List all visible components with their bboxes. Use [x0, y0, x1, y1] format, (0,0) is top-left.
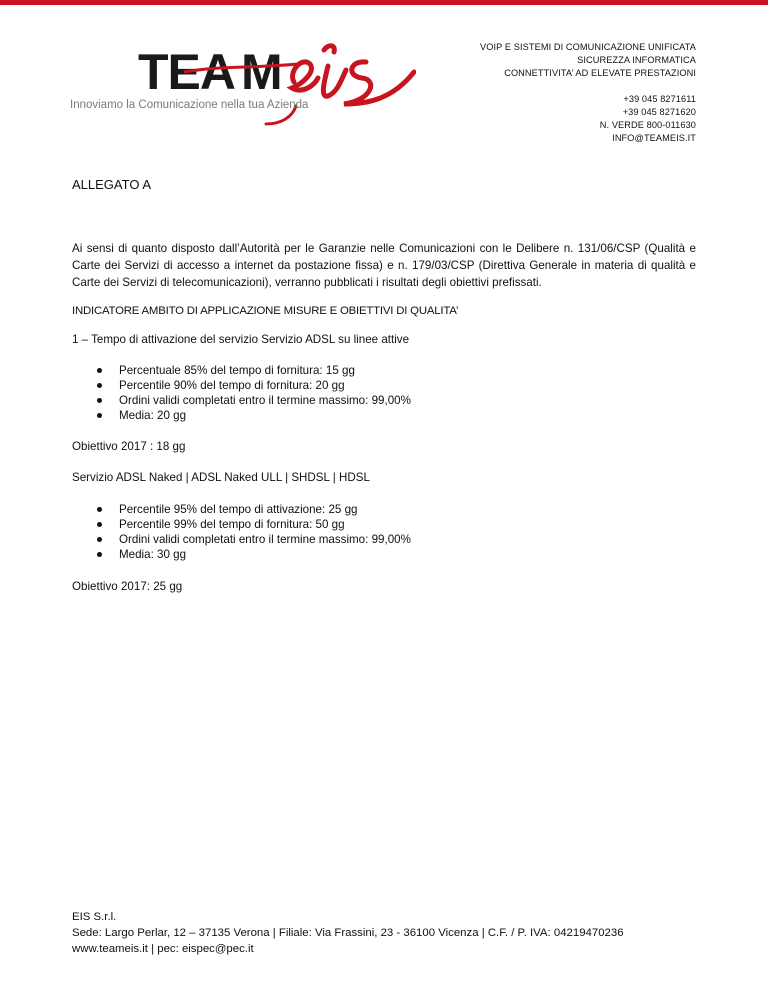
bullet-icon: [97, 413, 102, 418]
section-2-bullet-list: [97, 502, 411, 562]
bullet-icon: [97, 383, 102, 388]
list-item: [97, 532, 411, 547]
logo-script-graphic: [66, 42, 416, 132]
header-info: [480, 41, 696, 145]
list-item: [97, 378, 411, 393]
list-item-text: Percentile 99% del tempo di fornitura: 50 gg: [119, 518, 345, 531]
page-footer: [72, 909, 624, 957]
indicator-heading: INDICATORE AMBITO DI APPLICAZIONE MISURE E OBIETTIVI DI QUALITA’: [72, 305, 459, 317]
intro-paragraph: Ai sensi di quanto disposto dall’Autorità per le Garanzie nelle Comunicazioni con le Delibere n. 131/06/CSP (Qualità e Carte dei Servizi di accesso a internet da postazione fissa) e n. 179/03/CSP (Direttiva Generale in materia di qualità e Carte dei Servizi di telecomunicazioni), verranno pubblicati i risultati degli obiettivi prefissati.: [72, 242, 696, 289]
list-item-text: Ordini validi completati entro il termine massimo: 99,00%: [119, 533, 411, 546]
list-item: [97, 408, 411, 423]
list-item: [97, 517, 411, 532]
section-1-goal: Obiettivo 2017 : 18 gg: [72, 440, 186, 453]
service-line: SICUREZZA INFORMATICA: [577, 55, 696, 66]
list-item-text: Percentile 95% del tempo di attivazione: 25 gg: [119, 503, 358, 516]
list-item: [97, 393, 411, 408]
toll-free-number: N. VERDE 800-011630: [599, 120, 696, 131]
list-item: [97, 547, 411, 562]
document-title: ALLEGATO A: [72, 177, 152, 192]
list-item-text: Percentuale 85% del tempo di fornitura: 15 gg: [119, 364, 355, 377]
list-item-text: Media: 30 gg: [119, 548, 187, 561]
list-item-text: Percentile 90% del tempo di fornitura: 20 gg: [119, 379, 345, 392]
service-line: CONNETTIVITA’ AD ELEVATE PRESTAZIONI: [504, 68, 696, 79]
footer-company: EIS S.r.l.: [72, 911, 117, 923]
svg-text:TEA: TEA: [138, 44, 235, 100]
logo-tagline: Innoviamo la Comunicazione nella tua Azienda: [70, 99, 309, 111]
bullet-icon: [97, 398, 102, 403]
list-item-text: Media: 20 gg: [119, 409, 187, 422]
bullet-icon: [97, 537, 102, 542]
top-accent-bar: [0, 0, 768, 5]
list-item: [97, 502, 411, 517]
phone-number: +39 045 8271611: [623, 93, 696, 104]
footer-address: Sede: Largo Perlar, 12 – 37135 Verona | Filiale: Via Frassini, 23 - 36100 Vicenza | C.F. / P. IVA: 04219470236: [72, 927, 624, 939]
bullet-icon: [97, 522, 102, 527]
email-address: INFO@TEAMEIS.IT: [612, 133, 696, 144]
services-list: [480, 41, 696, 81]
company-logo: [66, 42, 416, 132]
section-2-goal: Obiettivo 2017: 25 gg: [72, 580, 183, 593]
svg-text:M: M: [241, 44, 283, 100]
contacts-list: [480, 93, 696, 146]
section-2-title: Servizio ADSL Naked | ADSL Naked ULL | SHDSL | HDSL: [72, 471, 370, 484]
list-item-text: Ordini validi completati entro il termine massimo: 99,00%: [119, 394, 411, 407]
bullet-icon: [97, 552, 102, 557]
service-line: VOIP E SISTEMI DI COMUNICAZIONE UNIFICATA: [480, 42, 696, 52]
list-item: [97, 363, 411, 378]
bullet-icon: [97, 507, 102, 512]
section-1-title: 1 – Tempo di attivazione del servizio Servizio ADSL su linee attive: [72, 333, 410, 346]
bullet-icon: [97, 368, 102, 373]
fax-number: +39 045 8271620: [622, 106, 696, 117]
section-1-bullet-list: [97, 363, 411, 423]
footer-web: www.teameis.it | pec: eispec@pec.it: [72, 943, 254, 955]
